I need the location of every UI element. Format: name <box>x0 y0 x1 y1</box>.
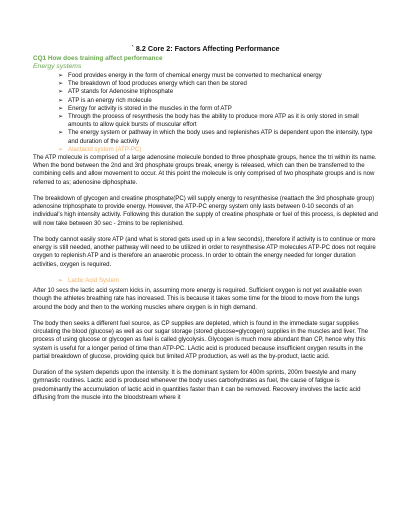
paragraph-lactic-onset: After 10 secs the lactic acid system kicks in, assuming more energy is required. Sufficient oxygen is not yet available even though the athletes breathing rate has increased. This is because it takes some time for the blood to move from the lungs around the body and then to the working muscles where oxygen is in high demand. <box>33 287 362 311</box>
arrow-bullet-icon: ➢ <box>58 113 64 121</box>
paragraph-atp-pc-breakdown: The breakdown of glycogen and creatine phosphate(PC) will supply energy to resynthesise (reattach the 3rd phosphate group) adenosine triphosphate to provide energy. However, the ATP-PC energy system only lasts between 0-10 seconds of an individual's high intensity activity. Following this duration the supply of creatine phosphate or fuel of this process, is depleted and will now take between 30 sec - 2mins to be replenished. <box>33 195 378 227</box>
list-item: ➢ ATP stands for Adenosine triphosphate <box>58 88 174 96</box>
section-heading-energy-systems: Energy systems <box>33 63 82 71</box>
page-title: ` 8.2 Core 2: Factors Affecting Performance <box>131 44 280 53</box>
list-item: ➢ ATP is an energy rich molecule <box>58 96 152 104</box>
paragraph-duration: Duration of the system depends upon the intensity. It is the dominant system for 400m sprints, 200m freestyle and many gymnastic routines. Lactic acid is produced whenever the body uses carbohydrates as fuel, the cause of fatigue is predominantly the accumulation of lactic acid in quantities faster than it can be removed. Recovery involves the lactic acid diffusing from the muscle into the bloodstream where it <box>33 369 361 401</box>
cq-heading: CQ1 How does training affect performance <box>33 55 163 62</box>
list-item: ➢ The energy system or pathway in which the body uses and replenishes ATP is dependent upon the intensity, type and duration of the activity <box>58 129 373 145</box>
arrow-bullet-icon: ➢ <box>58 80 64 88</box>
arrow-bullet-icon: ➢ <box>58 145 64 153</box>
arrow-bullet-icon: ➢ <box>58 277 64 285</box>
list-item: ➢ The breakdown of food produces energy which can then be stored <box>58 80 247 88</box>
arrow-bullet-icon: ➢ <box>58 72 64 79</box>
arrow-bullet-icon: ➢ <box>58 96 64 104</box>
energy-bullet-list <box>33 72 378 146</box>
subheading-alactacid: ➢ Alactacid system (ATP-PC) <box>58 145 142 153</box>
paragraph-glycolysis: The body then seeks a different fuel source, as CP supplies are depleted, which is found in the immediate sugar supplies circulating the blood (glucose) as well as our sugar storage (stored glucose=glycogen) supplies in the muscles and liver. The process of using glucose or glycogen as fuel is called glycolysis. Glycogen is much more abundant than CP, hence why this system is useful for a longer period of time than ATP-PC. LActic acid is produced because insufficient oxygen results in the partial breakdown of glucose, providing quick but limited ATP production, as well as the by-product, lactic acid. <box>33 320 369 360</box>
arrow-bullet-icon: ➢ <box>58 88 64 96</box>
subheading-lactic-acid: ➢ Lactic Acid System <box>58 277 120 285</box>
list-item: ➢ Food provides energy in the form of chemical energy must be converted to mechanical energy <box>58 72 322 79</box>
paragraph-atp-molecule: The ATP molecule is comprised of a large adenosine molecule bonded to three phosphate groups, hence the tri within its name. When the bond between the 2nd and 3rd phosphate groups break, energy is released, which can then be transferred to the combining cells and allow movement to occur. At this point the molecule is only comprised of two phosphate groups and is now referred to as; adenosine diphosphate. <box>33 154 377 186</box>
paragraph-atp-storage: The body cannot easily store ATP (and what is stored gets used up in a few seconds), therefore if activity is to continue or more energy is still needed, another pathway will need to be utilized in order to resynthesise ATP molecules ATP-PC does not require oxygen to replenish ATP and is therefore an anaerobic process. In order to obtain the energy needed for longer duration activities, oxygen is required. <box>33 236 376 268</box>
list-item: ➢ Energy for activity is stored in the muscles in the form of ATP <box>58 104 232 112</box>
arrow-bullet-icon: ➢ <box>58 129 64 137</box>
arrow-bullet-icon: ➢ <box>58 104 64 112</box>
list-item: ➢ Through the process of resynthesis the body has the ability to produce more ATP as it is only stored in small amounts to allow quick bursts of muscular effort <box>58 113 359 129</box>
